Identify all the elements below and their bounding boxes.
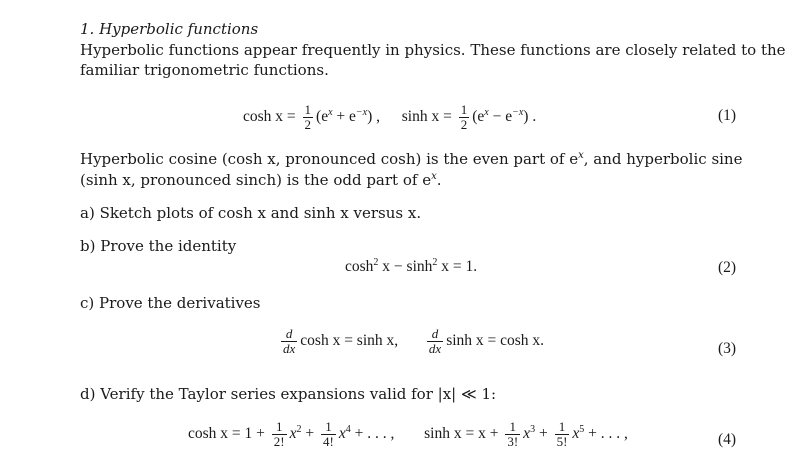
frac-den: 2 <box>304 117 312 132</box>
frac-den: 5! <box>556 434 568 449</box>
eq1-half-fraction <box>303 103 314 132</box>
exp: 3 <box>530 424 536 436</box>
section-heading: 1. Hyperbolic functions <box>80 20 259 38</box>
desc-text-2-end: . <box>436 171 442 189</box>
frac-num: 1 <box>460 102 468 117</box>
frac-num: d <box>431 326 439 341</box>
equation-1 <box>243 103 536 132</box>
eq1-sinh-mid: − e <box>488 108 513 126</box>
eq4-frac-3 <box>505 420 520 449</box>
desc-text-1-end: , and hyperbolic sine <box>583 150 743 168</box>
eq3-derivative-2 <box>427 327 443 356</box>
eq4-frac-5 <box>555 420 570 449</box>
eq2-mid: x − sinh <box>378 258 433 275</box>
exp: −x <box>512 107 524 119</box>
exp: 2 <box>432 257 438 268</box>
eq3-derivative-1 <box>281 327 297 356</box>
exp: x <box>431 171 437 182</box>
var-x: x <box>289 425 297 443</box>
frac-den: 4! <box>323 434 334 449</box>
equation-number-3: (3) <box>718 340 737 357</box>
eq1-cosh-close: ) , <box>367 108 381 126</box>
equation-number-1: (1) <box>718 107 737 124</box>
desc-text-1: Hyperbolic cosine (cosh x, pronounced cosh) is the even part of e <box>80 150 579 168</box>
part-a: a) Sketch plots of cosh x and sinh x versus x. <box>80 204 422 222</box>
frac-den: dx <box>283 341 296 356</box>
frac-num: 1 <box>304 102 312 117</box>
frac-num: 1 <box>325 419 332 434</box>
exp: 4 <box>345 424 351 436</box>
eq1-sinh-body: (e <box>472 108 485 126</box>
equation-4 <box>188 420 628 449</box>
eq4-sinh-lhs: sinh x = x + <box>424 425 499 443</box>
part-c: c) Prove the derivatives <box>80 294 261 312</box>
eq1-cosh-mid: + e <box>332 108 356 126</box>
intro-line-1: Hyperbolic functions appear frequently in physics. These functions are closely related to the <box>80 41 786 59</box>
exp: 5 <box>579 424 585 436</box>
equation-number-2: (2) <box>718 259 737 276</box>
var-x: x <box>338 425 346 443</box>
exp: x <box>328 107 333 119</box>
description-line-1 <box>80 149 742 169</box>
eq4-cosh-lhs: cosh x = 1 + <box>188 425 265 443</box>
plus: + <box>301 425 315 443</box>
exp: x <box>484 107 489 119</box>
frac-num: 1 <box>275 419 283 434</box>
part-b: b) Prove the identity <box>80 237 237 255</box>
plus: + <box>535 425 548 443</box>
eq4-frac-4 <box>321 420 336 449</box>
eq1-half-fraction-2 <box>459 103 470 132</box>
exp: 2 <box>296 424 302 436</box>
frac-num: d <box>285 326 293 341</box>
equation-2 <box>345 257 477 277</box>
eq1-sinh-lhs: sinh x = <box>401 108 452 126</box>
tail: + . . . , <box>350 425 395 443</box>
eq3-first: cosh x = sinh x, <box>300 332 399 350</box>
var-x: x <box>572 425 580 443</box>
eq2-cosh: cosh <box>345 258 374 275</box>
eq1-sinh-close: ) . <box>523 108 537 126</box>
exp: 2 <box>373 257 379 268</box>
exp: x <box>578 150 584 161</box>
equation-3 <box>278 327 544 356</box>
exp: −x <box>355 107 368 119</box>
eq2-rhs: x = 1. <box>437 258 478 275</box>
frac-num: 1 <box>509 419 516 434</box>
frac-den: dx <box>428 341 442 356</box>
description-line-2 <box>80 170 442 190</box>
eq4-frac-2 <box>272 420 287 449</box>
frac-num: 1 <box>558 419 566 434</box>
eq1-cosh-lhs: cosh x = <box>243 108 296 126</box>
var-x: x <box>523 425 531 443</box>
frac-den: 3! <box>507 434 519 449</box>
eq1-cosh-body: (e <box>316 108 329 126</box>
eq3-second: sinh x = cosh x. <box>446 332 545 350</box>
part-d: d) Verify the Taylor series expansions valid for |x| ≪ 1: <box>80 385 497 403</box>
tail: + . . . , <box>584 425 628 443</box>
intro-line-2: familiar trigonometric functions. <box>80 61 329 79</box>
equation-number-4: (4) <box>718 431 737 448</box>
frac-den: 2! <box>273 434 285 449</box>
frac-den: 2 <box>460 117 468 132</box>
desc-text-2: (sinh x, pronounced sinch) is the odd part of e <box>80 171 432 189</box>
